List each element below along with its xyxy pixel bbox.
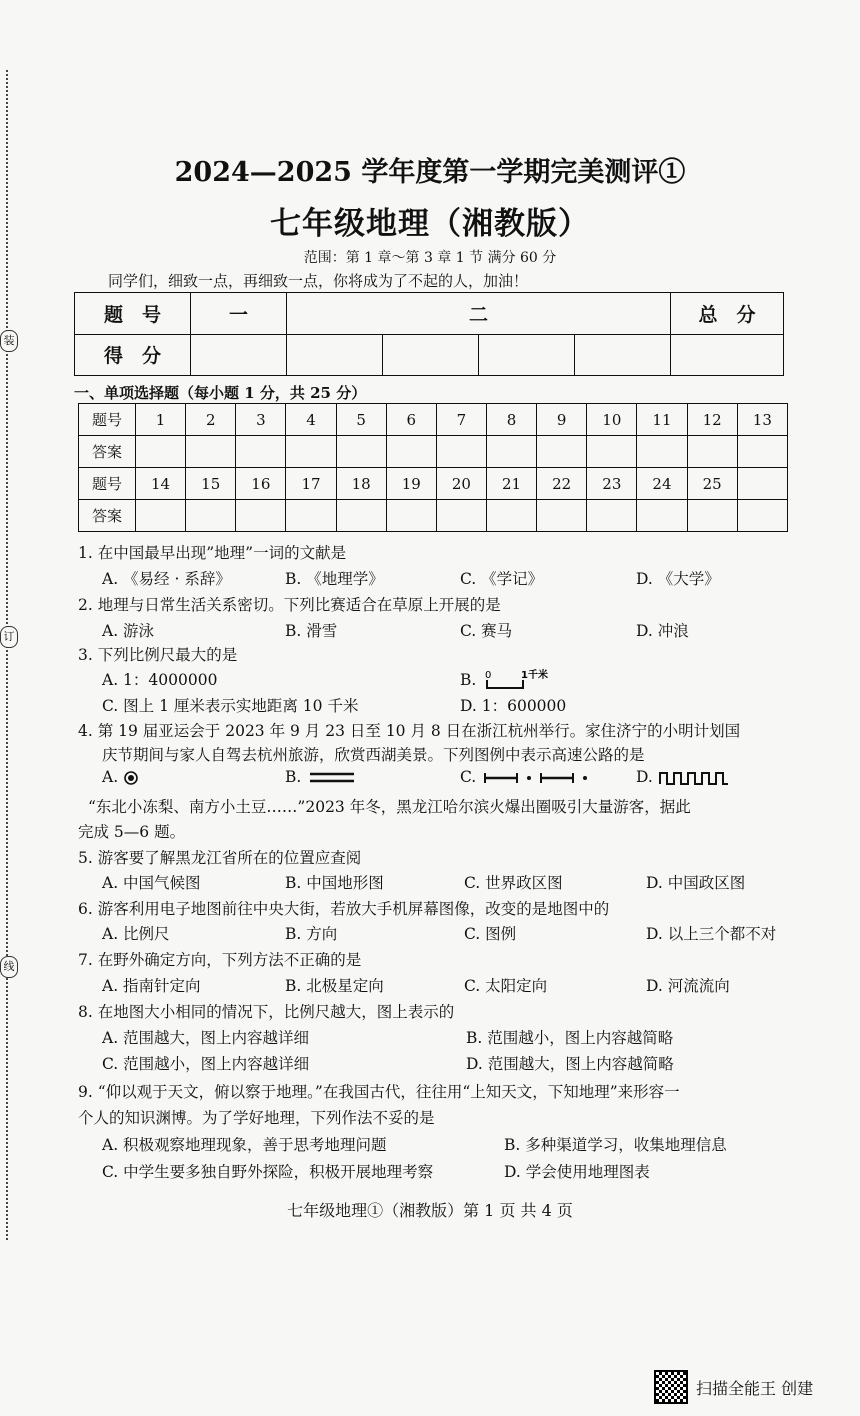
score-table bbox=[74, 292, 784, 376]
q9-option-a[interactable]: A. 积极观察地理现象，善于思考地理问题 bbox=[102, 1136, 387, 1154]
question-number: 25 bbox=[687, 468, 737, 500]
answer-row-label: 题号 bbox=[79, 404, 136, 436]
answer-row-label: 答案 bbox=[79, 500, 136, 532]
question-9-line2: 个人的知识渊博。为了学好地理，下列作法不妥的是 bbox=[78, 1109, 435, 1127]
score-col-2: 二 bbox=[287, 293, 671, 335]
binding-mark-xian: 线 bbox=[0, 956, 18, 978]
q4-option-b[interactable] bbox=[285, 768, 356, 786]
q2-option-c[interactable]: C. 赛马 bbox=[460, 622, 513, 640]
question-number: 1 bbox=[136, 404, 186, 436]
q2-option-b[interactable]: B. 滑雪 bbox=[285, 622, 338, 640]
answer-cell[interactable] bbox=[486, 500, 536, 532]
answer-cell[interactable] bbox=[186, 436, 236, 468]
question-number: 24 bbox=[637, 468, 687, 500]
watermark-text: 扫描全能王 创建 bbox=[696, 1378, 814, 1398]
question-number: 10 bbox=[587, 404, 637, 436]
answer-cell[interactable] bbox=[687, 500, 737, 532]
question-number: 19 bbox=[386, 468, 436, 500]
answer-cell[interactable] bbox=[236, 500, 286, 532]
answer-cell[interactable] bbox=[136, 436, 186, 468]
q1-option-a[interactable]: A. 《易经 · 系辞》 bbox=[102, 570, 231, 588]
qr-code-icon bbox=[654, 1370, 688, 1404]
question-number: 8 bbox=[486, 404, 536, 436]
q6-option-b[interactable]: B. 方向 bbox=[285, 925, 338, 943]
q4-option-a-letter: A. bbox=[102, 768, 119, 786]
q3-option-b[interactable] bbox=[460, 668, 561, 694]
section-title: 一、单项选择题（每小题 1 分，共 25 分） bbox=[74, 384, 367, 402]
answer-cell[interactable] bbox=[136, 500, 186, 532]
question-number: 13 bbox=[737, 404, 787, 436]
question-number: 15 bbox=[186, 468, 236, 500]
question-5: 5. 游客要了解黑龙江省所在的位置应查阅 bbox=[78, 849, 362, 867]
answer-cell[interactable] bbox=[687, 436, 737, 468]
question-number: 18 bbox=[336, 468, 386, 500]
score-col-1: 一 bbox=[191, 293, 287, 335]
q1-option-d[interactable]: D. 《大学》 bbox=[636, 570, 720, 588]
question-number: 17 bbox=[286, 468, 336, 500]
q7-option-a[interactable]: A. 指南针定向 bbox=[102, 977, 201, 995]
question-number: 11 bbox=[637, 404, 687, 436]
answer-cell[interactable] bbox=[186, 500, 236, 532]
scale-bar-unit: 1千米 bbox=[521, 670, 549, 681]
question-number: 7 bbox=[436, 404, 486, 436]
q5-option-a[interactable]: A. 中国气候图 bbox=[102, 874, 201, 892]
q8-option-c[interactable]: C. 范围越小，图上内容越详细 bbox=[102, 1055, 310, 1073]
answer-cell[interactable] bbox=[336, 436, 386, 468]
question-number: 14 bbox=[136, 468, 186, 500]
q6-option-a[interactable]: A. 比例尺 bbox=[102, 925, 170, 943]
score-label-question: 题 号 bbox=[75, 293, 191, 335]
scanner-watermark bbox=[654, 1370, 813, 1404]
highway-symbol-icon bbox=[306, 770, 356, 786]
q8-option-b[interactable]: B. 范围越小，图上内容越简略 bbox=[466, 1029, 674, 1047]
q4-option-b-letter: B. bbox=[285, 768, 302, 786]
q4-option-c[interactable] bbox=[460, 768, 591, 786]
exam-scope: 范围：第 1 章～第 3 章 1 节 满分 60 分 bbox=[303, 250, 557, 266]
question-6: 6. 游客利用电子地图前往中央大街，若放大手机屏幕图像，改变的是地图中的 bbox=[78, 900, 610, 918]
q2-option-a[interactable]: A. 游泳 bbox=[102, 622, 155, 640]
capital-symbol-icon bbox=[123, 770, 139, 786]
question-3: 3. 下列比例尺最大的是 bbox=[78, 646, 238, 664]
q4-option-a[interactable] bbox=[102, 768, 139, 786]
q9-option-d[interactable]: D. 学会使用地理图表 bbox=[504, 1163, 650, 1181]
q4-option-c-letter: C. bbox=[460, 768, 477, 786]
score-cell[interactable] bbox=[287, 334, 383, 376]
answer-cell[interactable] bbox=[537, 436, 587, 468]
question-number bbox=[737, 468, 787, 500]
answer-cell[interactable] bbox=[286, 436, 336, 468]
exam-subtitle: 七年级地理（湘教版） bbox=[270, 206, 590, 242]
answer-cell[interactable] bbox=[537, 500, 587, 532]
q3-option-a[interactable]: A. 1：4000000 bbox=[102, 671, 218, 689]
wall-symbol-icon bbox=[658, 770, 730, 786]
passage-5-6-line2: 完成 5—6 题。 bbox=[78, 823, 186, 841]
q8-option-d[interactable]: D. 范围越大，图上内容越简略 bbox=[466, 1055, 674, 1073]
question-number: 12 bbox=[687, 404, 737, 436]
question-1: 1. 在中国最早出现”地理”一词的文献是 bbox=[78, 544, 347, 562]
question-number: 5 bbox=[336, 404, 386, 436]
q7-option-d[interactable]: D. 河流流向 bbox=[646, 977, 730, 995]
scale-bar-icon bbox=[481, 668, 561, 694]
score-cell[interactable] bbox=[671, 334, 784, 376]
passage-5-6-line1: “东北小冻梨、南方小土豆……”2023 年冬，黑龙江哈尔滨火爆出圈吸引大量游客，据此 bbox=[88, 798, 691, 816]
q7-option-c[interactable]: C. 太阳定向 bbox=[464, 977, 548, 995]
question-number: 23 bbox=[587, 468, 637, 500]
question-number: 2 bbox=[186, 404, 236, 436]
answer-table bbox=[78, 403, 788, 532]
scale-bar-zero: 0 bbox=[485, 670, 492, 681]
answer-cell[interactable] bbox=[737, 436, 787, 468]
question-number: 21 bbox=[486, 468, 536, 500]
question-4-line1: 4. 第 19 届亚运会于 2023 年 9 月 23 日至 10 月 8 日在浙江杭州举行。家住济宁的小明计划国 bbox=[78, 722, 741, 740]
score-cell[interactable] bbox=[478, 334, 574, 376]
answer-row-label: 题号 bbox=[79, 468, 136, 500]
page-footer: 七年级地理①（湘教版）第 1 页 共 4 页 bbox=[287, 1201, 573, 1220]
score-col-total: 总 分 bbox=[671, 293, 784, 335]
answer-row-label: 答案 bbox=[79, 436, 136, 468]
score-cell[interactable] bbox=[382, 334, 478, 376]
q5-option-d[interactable]: D. 中国政区图 bbox=[646, 874, 746, 892]
answer-cell[interactable] bbox=[587, 436, 637, 468]
answer-cell[interactable] bbox=[336, 500, 386, 532]
score-label-score: 得 分 bbox=[75, 334, 191, 376]
binding-line bbox=[6, 70, 8, 1240]
question-number: 3 bbox=[236, 404, 286, 436]
answer-cell[interactable] bbox=[737, 500, 787, 532]
q8-option-a[interactable]: A. 范围越大，图上内容越详细 bbox=[102, 1029, 310, 1047]
question-number: 6 bbox=[386, 404, 436, 436]
boundary-symbol-icon bbox=[481, 770, 591, 786]
exam-title: 2024—2025 学年度第一学期完美测评① bbox=[174, 157, 686, 188]
question-number: 9 bbox=[537, 404, 587, 436]
answer-cell[interactable] bbox=[386, 436, 436, 468]
q3-option-c[interactable]: C. 图上 1 厘米表示实地距离 10 千米 bbox=[102, 697, 359, 715]
question-2: 2. 地理与日常生活关系密切。下列比赛适合在草原上开展的是 bbox=[78, 596, 501, 614]
q6-option-d[interactable]: D. 以上三个都不对 bbox=[646, 925, 777, 943]
answer-cell[interactable] bbox=[637, 500, 687, 532]
score-cell[interactable] bbox=[574, 334, 670, 376]
answer-cell[interactable] bbox=[286, 500, 336, 532]
q5-option-b[interactable]: B. 中国地形图 bbox=[285, 874, 384, 892]
q6-option-c[interactable]: C. 图例 bbox=[464, 925, 517, 943]
q9-option-c[interactable]: C. 中学生要多独自野外探险，积极开展地理考察 bbox=[102, 1163, 434, 1181]
question-9-line1: 9. “仰以观于天文，俯以察于地理。”在我国古代，往往用“上知天文，下知地理”来形容一 bbox=[78, 1083, 680, 1101]
answer-cell[interactable] bbox=[236, 436, 286, 468]
q1-option-c[interactable]: C. 《学记》 bbox=[460, 570, 544, 588]
answer-cell[interactable] bbox=[436, 436, 486, 468]
answer-cell[interactable] bbox=[486, 436, 536, 468]
question-number: 16 bbox=[236, 468, 286, 500]
question-8: 8. 在地图大小相同的情况下，比例尺越大，图上表示的 bbox=[78, 1003, 455, 1021]
question-number: 22 bbox=[537, 468, 587, 500]
question-4-line2: 庆节期间与家人自驾去杭州旅游，欣赏西湖美景。下列图例中表示高速公路的是 bbox=[102, 746, 645, 764]
q9-option-b[interactable]: B. 多种渠道学习，收集地理信息 bbox=[504, 1136, 727, 1154]
question-number: 4 bbox=[286, 404, 336, 436]
answer-cell[interactable] bbox=[587, 500, 637, 532]
answer-cell[interactable] bbox=[637, 436, 687, 468]
answer-cell[interactable] bbox=[436, 500, 486, 532]
q4-option-d-letter: D. bbox=[636, 768, 653, 786]
q3-option-b-letter: B. bbox=[460, 671, 477, 689]
q1-option-b[interactable]: B. 《地理学》 bbox=[285, 570, 384, 588]
binding-mark-ding: 订 bbox=[0, 626, 18, 648]
binding-mark-zhuang: 装 bbox=[0, 330, 18, 352]
q2-option-d[interactable]: D. 冲浪 bbox=[636, 622, 689, 640]
question-number: 20 bbox=[436, 468, 486, 500]
q5-option-c[interactable]: C. 世界政区图 bbox=[464, 874, 563, 892]
score-cell[interactable] bbox=[191, 334, 287, 376]
answer-cell[interactable] bbox=[386, 500, 436, 532]
question-7: 7. 在野外确定方向，下列方法不正确的是 bbox=[78, 951, 362, 969]
q7-option-b[interactable]: B. 北极星定向 bbox=[285, 977, 384, 995]
q4-option-d[interactable] bbox=[636, 768, 730, 786]
q3-option-d[interactable]: D. 1：600000 bbox=[460, 697, 567, 715]
motto: 同学们，细致一点，再细致一点，你将成为了不起的人，加油！ bbox=[108, 272, 529, 290]
